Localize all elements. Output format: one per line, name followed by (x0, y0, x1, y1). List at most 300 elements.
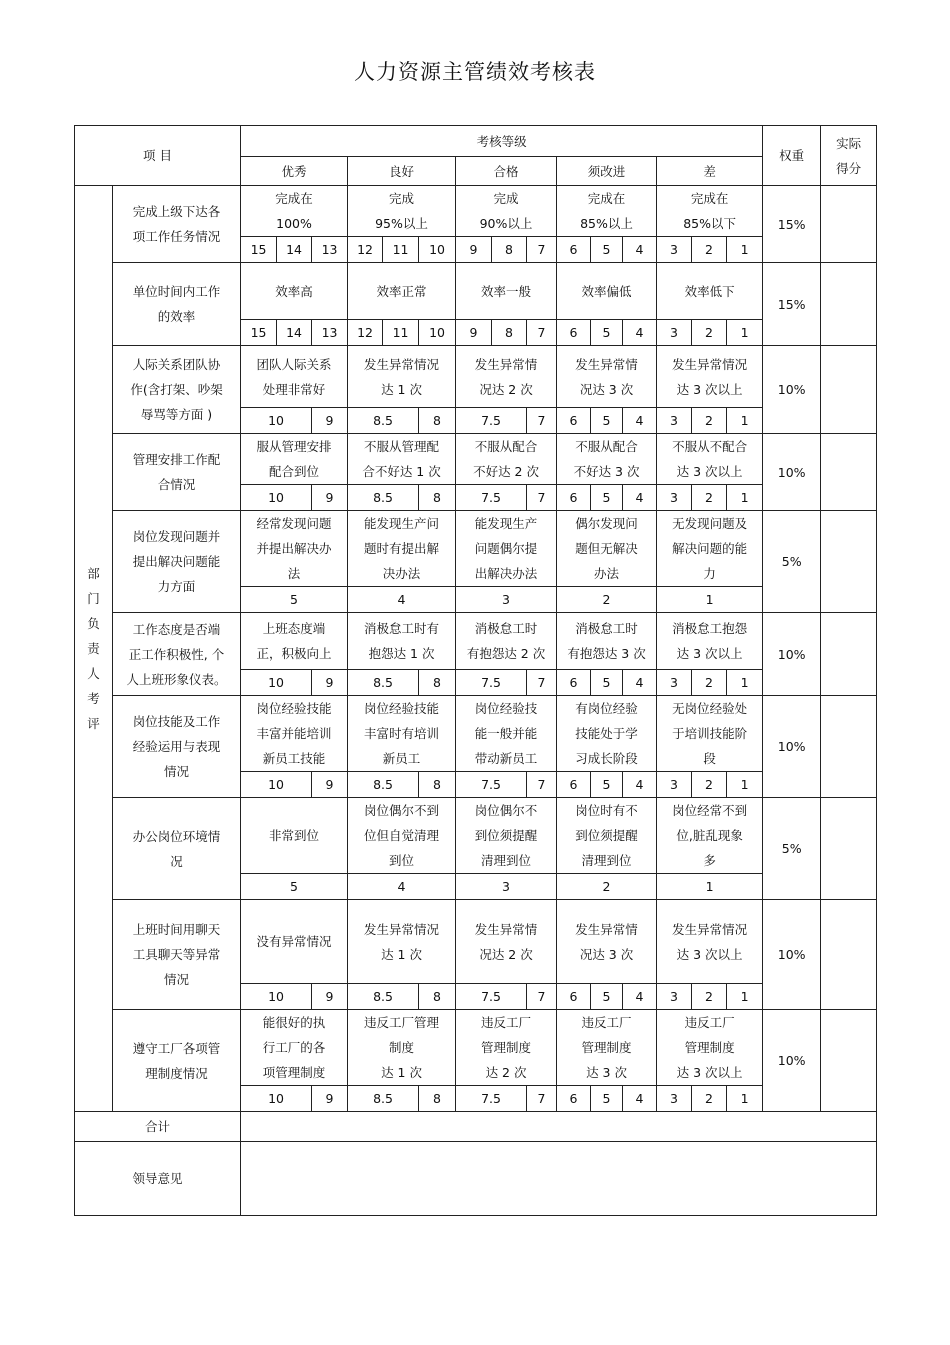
grade-description-line: 岗位时有不 (575, 803, 638, 818)
criteria-item-line: 情况 (164, 972, 190, 987)
dept-evaluation-label-line: 门 (87, 591, 100, 606)
grade-description-line: 丰富并能培训 (256, 726, 332, 741)
score-value: 7 (527, 485, 557, 511)
criteria-item (113, 696, 241, 798)
criteria-row (75, 696, 877, 772)
grade-description-line: 管理制度 (581, 1040, 632, 1055)
grade-description-line: 能发现生产问 (364, 516, 440, 531)
grade-description-line: 合不好达 1 次 (362, 464, 441, 479)
actual-score-cell (821, 613, 877, 696)
grade-description-line: 清理到位 (581, 853, 632, 868)
grade-description-line: 完成 (493, 191, 519, 206)
score-value: 1 (657, 874, 763, 900)
grade-description-line: 位但自觉清理 (364, 828, 440, 843)
grade-header: 合格 (456, 157, 557, 186)
grade-description (557, 434, 657, 485)
criteria-item (113, 263, 241, 346)
grade-description (456, 434, 557, 485)
grade-description-line: 岗位经验技能 (256, 701, 332, 716)
grade-header: 须改进 (557, 157, 657, 186)
score-value: 5 (591, 408, 623, 434)
grade-description-line: 95%以上 (375, 216, 428, 231)
dept-evaluation-label-line: 责 (87, 641, 100, 656)
weight-value: 10% (763, 346, 821, 434)
grade-description-line: 效率一般 (481, 283, 532, 299)
score-value: 1 (727, 237, 763, 263)
score-value: 7 (527, 237, 557, 263)
dept-evaluation-label-line: 人 (87, 666, 100, 681)
score-value: 4 (623, 1086, 657, 1112)
score-value: 10 (419, 237, 456, 263)
criteria-item-line: 正工作积极性, 个 (128, 646, 225, 662)
grade-description (241, 186, 348, 237)
score-value: 8 (419, 984, 456, 1010)
score-value: 8 (419, 485, 456, 511)
grade-description (456, 186, 557, 237)
score-value: 10 (419, 320, 456, 346)
criteria-row (75, 613, 877, 670)
criteria-row (75, 511, 877, 587)
score-value: 6 (557, 408, 591, 434)
weight-value: 10% (763, 613, 821, 696)
grade-description-line: 多 (703, 853, 716, 868)
grade-description-line: 到位 (389, 853, 415, 868)
grade-description (456, 696, 557, 772)
grade-description-line: 消极怠工时有 (364, 621, 440, 636)
score-value: 8.5 (348, 670, 419, 696)
score-value: 15 (241, 320, 277, 346)
criteria-item-line: 情况 (164, 764, 190, 779)
grade-description-line: 段 (703, 751, 716, 766)
grade-description-line: 并提出解决办 (256, 541, 332, 556)
criteria-item (113, 434, 241, 511)
grade-description (557, 613, 657, 670)
criteria-row (75, 434, 877, 485)
grade-description-line: 违反工厂 (684, 1015, 735, 1030)
grade-description-line: 岗位经常不到 (672, 803, 748, 818)
grade-description-line: 有抱怨达 3 次 (567, 646, 646, 661)
actual-score-cell (821, 1010, 877, 1112)
total-label: 合计 (75, 1112, 241, 1142)
level-header: 考核等级 (241, 126, 763, 157)
criteria-item-line: 工作态度是否端 (132, 621, 221, 637)
evaluation-table (74, 125, 877, 1216)
grade-description-line: 发生异常情况 (672, 921, 748, 937)
criteria-item-line: 工具聊天等异常 (132, 947, 221, 962)
grade-description-line: 效率偏低 (581, 283, 632, 299)
actual-score-cell (821, 511, 877, 613)
grade-description-line: 岗位经验技能 (364, 701, 440, 716)
score-value: 7.5 (456, 670, 527, 696)
score-value: 4 (348, 874, 456, 900)
grade-description (348, 263, 456, 320)
grade-description-line: 完成在 (690, 191, 729, 206)
grade-description-line: 达 3 次以上 (676, 946, 743, 962)
score-value: 8.5 (348, 984, 419, 1010)
score-value: 2 (692, 320, 727, 346)
total-row (75, 1112, 877, 1142)
grade-description-line: 能很好的执 (262, 1015, 326, 1030)
score-value: 14 (277, 320, 312, 346)
score-value: 3 (657, 408, 692, 434)
score-value: 4 (623, 320, 657, 346)
grade-description-line: 发生异常情况 (364, 921, 440, 937)
grade-description-line: 完成在 (275, 191, 313, 206)
grade-description-line: 不服从管理配 (364, 439, 440, 454)
criteria-item-line: 管理安排工作配 (132, 452, 221, 467)
actual-score-header-line: 得分 (836, 160, 862, 176)
score-value: 6 (557, 670, 591, 696)
weight-value: 5% (763, 798, 821, 900)
score-value: 7.5 (456, 1086, 527, 1112)
grade-description-line: 带动新员工 (474, 751, 538, 766)
criteria-item-line: 上班时间用聊天 (132, 922, 221, 937)
grade-description-line: 管理制度 (481, 1040, 532, 1055)
grade-description-line: 能发现生产 (474, 516, 538, 531)
score-value: 8.5 (348, 408, 419, 434)
grade-description-line: 达 3 次以上 (676, 381, 743, 397)
grade-description (348, 511, 456, 587)
grade-description-line: 况达 3 次 (579, 381, 634, 397)
weight-value: 10% (763, 434, 821, 511)
actual-score-cell (821, 346, 877, 434)
score-value: 1 (657, 587, 763, 613)
score-value: 3 (657, 237, 692, 263)
score-value: 7 (527, 772, 557, 798)
score-value: 2 (692, 1086, 727, 1112)
grade-description-line: 管理制度 (684, 1040, 735, 1055)
criteria-item (113, 346, 241, 434)
grade-description-line: 题但无解决 (575, 541, 638, 556)
score-value: 7 (527, 1086, 557, 1112)
score-value: 3 (657, 1086, 692, 1112)
grade-description-line: 抱怨达 1 次 (368, 646, 435, 661)
score-value: 3 (657, 670, 692, 696)
score-value: 4 (623, 408, 657, 434)
score-value: 8 (419, 1086, 456, 1112)
score-value: 10 (241, 485, 312, 511)
grade-description-line: 发生异常情 (474, 921, 538, 937)
grade-description-line: 90%以上 (479, 216, 533, 231)
score-value: 2 (692, 408, 727, 434)
grade-description-line: 技能处于学 (575, 726, 638, 741)
grade-description-line: 违反工厂 (581, 1015, 632, 1030)
score-value: 2 (692, 485, 727, 511)
grade-description-line: 无岗位经验处 (672, 701, 748, 716)
score-value: 4 (623, 237, 657, 263)
score-value: 6 (557, 485, 591, 511)
grade-description (348, 696, 456, 772)
criteria-item (113, 186, 241, 263)
score-value: 15 (241, 237, 277, 263)
score-value: 9 (312, 408, 348, 434)
grade-description (557, 900, 657, 984)
grade-description (241, 1010, 348, 1086)
grade-description-line: 到位须提醒 (575, 828, 638, 843)
score-value: 8 (419, 772, 456, 798)
grade-description-line: 题时有提出解 (364, 541, 440, 556)
grade-description (657, 1010, 763, 1086)
grade-description-line: 没有异常情况 (256, 934, 332, 949)
score-value: 1 (727, 772, 763, 798)
grade-description-line: 效率高 (275, 283, 313, 299)
actual-score-cell (821, 434, 877, 511)
grade-description-line: 达 3 次以上 (676, 646, 743, 661)
grade-description-line: 能一般并能 (474, 726, 538, 741)
dept-evaluation-label-line: 部 (87, 566, 100, 581)
actual-score-cell (821, 696, 877, 798)
score-value: 5 (591, 485, 623, 511)
score-value: 11 (383, 237, 419, 263)
score-value: 1 (727, 485, 763, 511)
score-value: 3 (456, 587, 557, 613)
grade-header: 差 (657, 157, 763, 186)
score-value: 8.5 (348, 1086, 419, 1112)
score-value: 3 (657, 485, 692, 511)
score-value: 10 (241, 772, 312, 798)
grade-description (657, 613, 763, 670)
score-value: 7 (527, 408, 557, 434)
grade-description (657, 900, 763, 984)
score-value: 9 (312, 485, 348, 511)
grade-description-line: 发生异常情 (575, 356, 638, 372)
grade-description-line: 办法 (594, 566, 620, 581)
score-value: 9 (456, 320, 492, 346)
weight-value: 15% (763, 186, 821, 263)
grade-description-line: 经常发现问题 (256, 516, 332, 531)
actual-score-cell (821, 186, 877, 263)
grade-description-line: 到位须提醒 (474, 828, 538, 843)
criteria-item-line: 经验运用与表现 (132, 739, 221, 754)
score-value: 6 (557, 237, 591, 263)
criteria-item-line: 况 (170, 853, 183, 869)
score-value: 5 (591, 237, 623, 263)
score-value: 9 (312, 670, 348, 696)
grade-description (241, 696, 348, 772)
score-value: 11 (383, 320, 419, 346)
header-row (75, 126, 877, 157)
score-value: 4 (348, 587, 456, 613)
weight-value: 15% (763, 263, 821, 346)
criteria-item-line: 作(含打架、吵架 (130, 382, 223, 397)
grade-description-line: 达 2 次 (485, 1065, 527, 1080)
grade-description (657, 186, 763, 237)
leader-opinion-cell (241, 1142, 877, 1216)
score-value: 7 (527, 320, 557, 346)
criteria-row (75, 798, 877, 874)
grade-description (241, 613, 348, 670)
opinion-row (75, 1142, 877, 1216)
grade-description-line: 出解决办法 (474, 566, 538, 581)
score-value: 12 (348, 237, 383, 263)
grade-description-line: 违反工厂 (481, 1015, 532, 1030)
grade-description-line: 项管理制度 (262, 1065, 326, 1080)
grade-description-line: 偶尔发现问 (575, 516, 638, 531)
score-value: 2 (692, 237, 727, 263)
grade-description-line: 决办法 (382, 566, 421, 581)
score-value: 8.5 (348, 485, 419, 511)
grade-description (348, 346, 456, 408)
grade-description-line: 发生异常情况 (672, 356, 748, 372)
score-value: 6 (557, 320, 591, 346)
grade-description-line: 岗位经验技 (474, 701, 538, 716)
score-value: 4 (623, 772, 657, 798)
dept-evaluation-label-line: 负 (87, 616, 100, 631)
dept-evaluation-label-line: 考 (87, 691, 100, 706)
grade-description (557, 346, 657, 408)
grade-description (456, 1010, 557, 1086)
dept-evaluation-label (75, 186, 113, 1112)
score-value: 1 (727, 320, 763, 346)
criteria-row (75, 186, 877, 237)
score-value: 5 (241, 874, 348, 900)
score-value: 8 (419, 670, 456, 696)
grade-description-line: 况达 2 次 (479, 946, 533, 962)
criteria-item-line: 岗位发现问题并 (132, 529, 221, 544)
grade-description (557, 798, 657, 874)
score-value: 4 (623, 670, 657, 696)
grade-description-line: 发生异常情 (474, 356, 538, 372)
score-value: 6 (557, 984, 591, 1010)
score-value: 10 (241, 670, 312, 696)
grade-description (557, 511, 657, 587)
grade-description-line: 效率低下 (684, 283, 735, 299)
criteria-item (113, 613, 241, 696)
criteria-row (75, 346, 877, 408)
grade-description (241, 346, 348, 408)
score-value: 3 (456, 874, 557, 900)
actual-score-cell (821, 900, 877, 1010)
grade-description (241, 434, 348, 485)
score-value: 6 (557, 1086, 591, 1112)
criteria-item-line: 提出解决问题能 (132, 554, 221, 569)
grade-description-line: 消极怠工时 (474, 621, 538, 636)
score-value: 7 (527, 670, 557, 696)
grade-description-line: 制度 (389, 1040, 415, 1055)
grade-description (557, 1010, 657, 1086)
criteria-item-line: 项工作任务情况 (132, 229, 221, 244)
item-header: 项 目 (75, 126, 241, 186)
score-value: 6 (557, 772, 591, 798)
score-value: 2 (692, 670, 727, 696)
grade-description-line: 况达 2 次 (479, 381, 533, 397)
grade-header: 良好 (348, 157, 456, 186)
score-value: 13 (312, 320, 348, 346)
criteria-item (113, 900, 241, 1010)
criteria-item-line: 的效率 (157, 309, 196, 324)
grade-description (241, 798, 348, 874)
criteria-item-line: 理制度情况 (145, 1065, 208, 1081)
dept-evaluation-label-line: 评 (87, 716, 100, 731)
grade-description-line: 配合到位 (269, 464, 320, 479)
grade-description (241, 263, 348, 320)
grade-description (456, 346, 557, 408)
score-value: 2 (557, 587, 657, 613)
grade-description (657, 263, 763, 320)
grade-description-line: 达 1 次 (381, 381, 422, 397)
grade-description-line: 不服从不配合 (672, 439, 748, 454)
score-value: 9 (456, 237, 492, 263)
grade-description-line: 岗位偶尔不到 (364, 803, 440, 818)
grade-description-line: 85%以上 (580, 216, 633, 231)
grade-description-line: 完成 (389, 191, 415, 206)
weight-value: 10% (763, 696, 821, 798)
leader-opinion-label: 领导意见 (75, 1142, 241, 1216)
grade-description (456, 798, 557, 874)
actual-score-header-line: 实际 (836, 135, 862, 151)
score-value: 1 (727, 1086, 763, 1112)
grade-description-line: 非常到位 (269, 828, 320, 843)
grade-description (241, 511, 348, 587)
grade-description-line: 不好达 3 次 (573, 464, 640, 479)
score-value: 9 (312, 984, 348, 1010)
score-value: 10 (241, 984, 312, 1010)
score-value: 8 (419, 408, 456, 434)
grade-description-line: 达 1 次 (381, 946, 422, 962)
score-value: 7.5 (456, 485, 527, 511)
score-value: 10 (241, 408, 312, 434)
criteria-item-line: 人际关系团队协 (132, 357, 221, 372)
page-title: 人力资源主管绩效考核表 (354, 60, 596, 84)
grade-description-line: 上班态度端 (262, 621, 326, 636)
score-value: 3 (657, 984, 692, 1010)
grade-description-line: 岗位偶尔不 (474, 803, 538, 818)
grade-description-line: 完成在 (587, 191, 626, 206)
score-value: 5 (591, 984, 623, 1010)
grade-description (241, 900, 348, 984)
score-value: 3 (657, 320, 692, 346)
grade-description-line: 位,脏乱现象 (676, 828, 743, 843)
score-value: 1 (727, 408, 763, 434)
grade-description (348, 1010, 456, 1086)
grade-description-line: 85%以下 (683, 216, 736, 231)
grade-description-line: 达 3 次 (586, 1065, 627, 1080)
grade-description-line: 新员工技能 (262, 751, 326, 766)
grade-description-line: 解决问题的能 (672, 541, 748, 556)
score-value: 8 (492, 320, 527, 346)
grade-description (557, 186, 657, 237)
score-value: 13 (312, 237, 348, 263)
grade-description-line: 法 (287, 566, 301, 581)
grade-description-line: 达 1 次 (381, 1065, 422, 1080)
grade-description (657, 798, 763, 874)
total-value-cell (241, 1112, 877, 1142)
grade-description (348, 613, 456, 670)
grade-description-line: 况达 3 次 (579, 946, 634, 962)
score-value: 5 (241, 587, 348, 613)
score-value: 12 (348, 320, 383, 346)
score-value: 9 (312, 772, 348, 798)
score-value: 5 (591, 1086, 623, 1112)
grade-description-line: 正，积极向上 (256, 646, 332, 661)
weight-value: 5% (763, 511, 821, 613)
grade-description-line: 100% (276, 216, 312, 231)
grade-description-line: 无发现问题及 (672, 516, 748, 531)
criteria-row (75, 263, 877, 320)
grade-description-line: 问题偶尔提 (474, 541, 538, 556)
weight-value: 10% (763, 1010, 821, 1112)
grade-description (657, 696, 763, 772)
grade-description-line: 新员工 (382, 751, 421, 766)
criteria-item-line: 遵守工厂各项管 (132, 1040, 221, 1056)
criteria-item-line: 人上班形象仪表。 (126, 671, 227, 687)
score-value: 7.5 (456, 984, 527, 1010)
criteria-row (75, 1010, 877, 1086)
grade-description (557, 696, 657, 772)
score-value: 2 (557, 874, 657, 900)
grade-description-line: 效率正常 (376, 283, 427, 299)
actual-score-cell (821, 798, 877, 900)
